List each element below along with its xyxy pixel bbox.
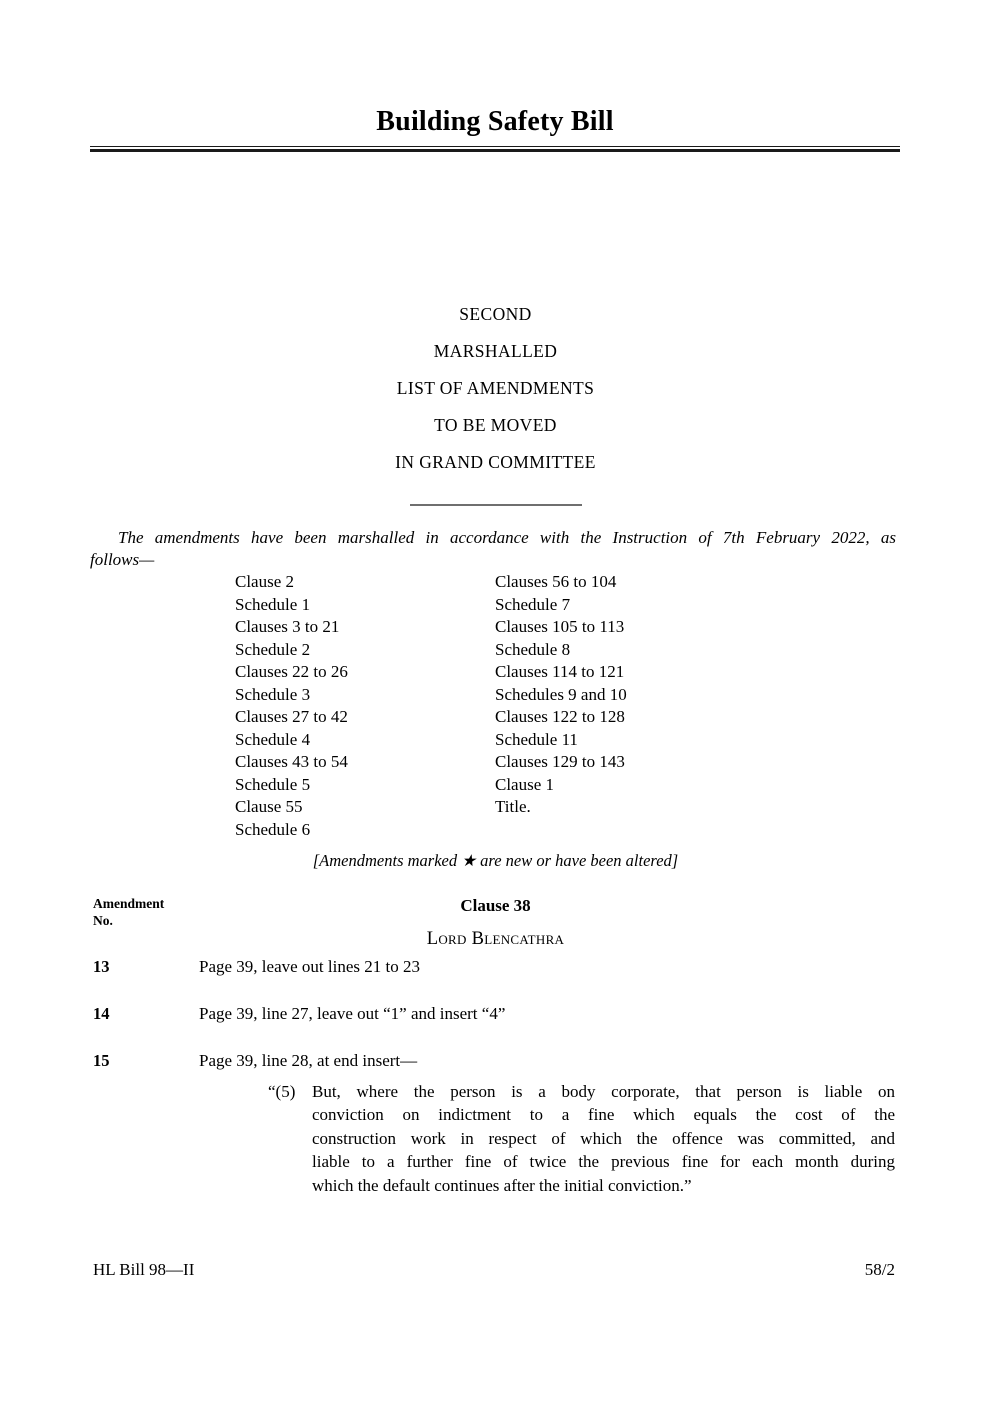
marshalling-item: Clauses 43 to 54 <box>235 752 348 771</box>
page-reference: 58/2 <box>864 1260 895 1279</box>
amendment-number: 15 <box>93 1051 110 1070</box>
inserted-subsection-line: which the default continues after the initial conviction.” <box>312 1175 692 1195</box>
marshalling-item: Schedule 4 <box>235 729 311 749</box>
inserted-subsection-label: “(5) <box>268 1082 296 1101</box>
marshalling-item: Schedule 6 <box>235 819 311 839</box>
marshalling-item: Schedule 11 <box>495 729 578 749</box>
inserted-subsection-line: construction work in respect of which the offence was committed, and <box>312 1128 895 1148</box>
section-divider-rule <box>410 504 582 506</box>
marshalling-item: Title. <box>495 797 531 816</box>
marshalling-order-right-column <box>495 571 755 841</box>
inserted-subsection-line: liable to a further fine of twice the previous fine for each month during <box>312 1152 895 1172</box>
marshalling-note <box>90 527 896 570</box>
marshalling-item: Schedule 2 <box>235 639 311 659</box>
amendment-number: 14 <box>93 1004 110 1023</box>
title-double-rule <box>90 146 900 152</box>
star-legend-note: [Amendments marked ★ are new or have been altered] <box>312 851 679 870</box>
marshalling-note-line: follows— <box>90 549 155 569</box>
inserted-subsection-block <box>268 1080 895 1197</box>
marshalling-item: Schedule 5 <box>235 774 311 794</box>
marshalling-item: Schedule 7 <box>495 594 571 614</box>
marshalling-item: Clauses 22 to 26 <box>235 662 348 681</box>
mover-name: Lord Blencathra <box>426 929 565 949</box>
marshalling-item: Schedule 8 <box>495 639 571 659</box>
amendment-number-header-line: Amendment <box>93 896 165 911</box>
document-heading-block <box>0 296 991 481</box>
marshalling-item: Schedule 1 <box>235 594 311 614</box>
marshalling-item: Clauses 3 to 21 <box>235 617 340 636</box>
inserted-subsection-line: conviction on indictment to a fine which equals the cost of the <box>312 1105 895 1125</box>
marshalling-item: Clauses 105 to 113 <box>495 617 625 636</box>
marshalling-item: Clauses 56 to 104 <box>495 572 617 591</box>
amendment-text: Page 39, leave out lines 21 to 23 <box>199 957 420 976</box>
marshalling-order-left-column <box>235 571 495 841</box>
marshalling-order-list <box>235 571 755 841</box>
heading-line: IN GRAND COMMITTEE <box>395 452 596 472</box>
marshalling-item: Clauses 122 to 128 <box>495 707 625 726</box>
document-title: Building Safety Bill <box>376 106 614 137</box>
amendment-number: 13 <box>93 957 110 976</box>
page-footer <box>93 1260 895 1280</box>
marshalling-item: Schedule 3 <box>235 684 311 704</box>
inserted-subsection-line: But, where the person is a body corporate, that person is liable on <box>312 1082 895 1101</box>
bill-number: HL Bill 98—II <box>93 1260 195 1279</box>
inserted-subsection-text <box>312 1080 895 1197</box>
heading-line: SECOND <box>459 304 532 324</box>
marshalling-item: Clauses 129 to 143 <box>495 752 625 771</box>
marshalling-item: Clauses 114 to 121 <box>495 662 625 681</box>
marshalling-item: Schedules 9 and 10 <box>495 684 627 704</box>
marshalling-item: Clause 2 <box>235 572 295 591</box>
heading-line: MARSHALLED <box>433 341 558 361</box>
amendment-number-header-line: No. <box>93 913 113 928</box>
marshalling-note-line: The amendments have been marshalled in accordance with the Instruction of 7th February 2022, as <box>118 528 896 547</box>
clause-heading: Clause 38 <box>460 896 531 915</box>
heading-line: LIST OF AMENDMENTS <box>396 378 595 398</box>
marshalling-item: Clauses 27 to 42 <box>235 707 348 726</box>
amendment-text: Page 39, line 27, leave out “1” and insert “4” <box>199 1004 506 1023</box>
marshalling-item: Clause 55 <box>235 797 303 816</box>
amendment-text: Page 39, line 28, at end insert— <box>199 1051 418 1070</box>
heading-line: TO BE MOVED <box>434 415 557 435</box>
marshalling-item: Clause 1 <box>495 774 555 794</box>
